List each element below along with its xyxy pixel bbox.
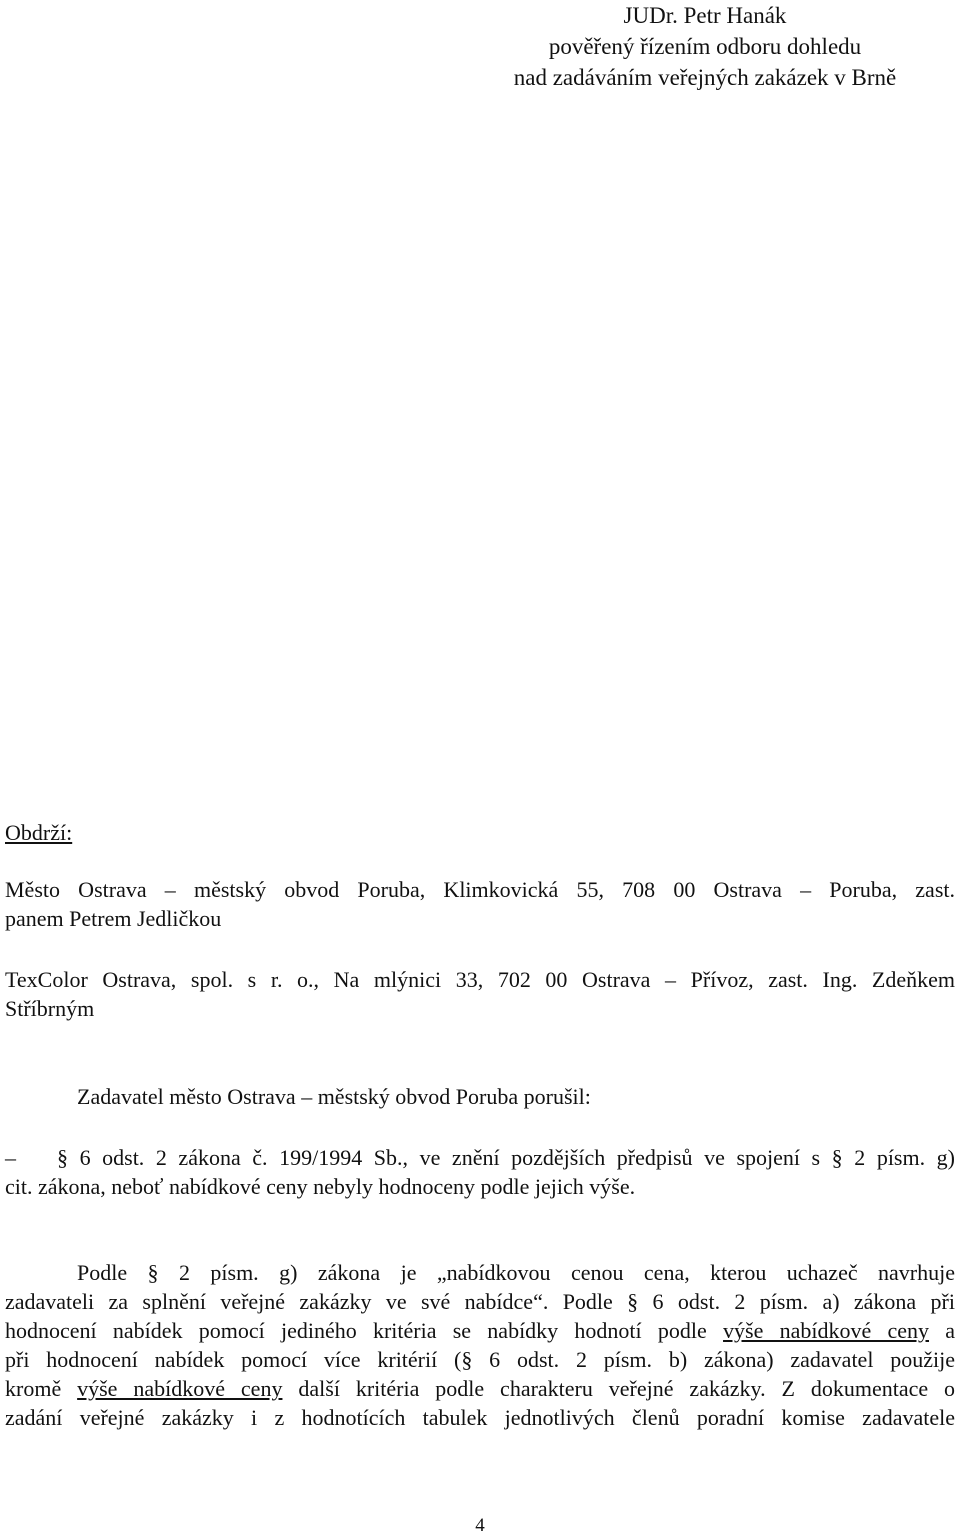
reasoning-line-1 <box>5 1258 955 1287</box>
violation-text-1: § 6 odst. 2 zákona č. 199/1994 Sb., ve znění pozdějších předpisů ve spojení s § 2 písm. g) <box>57 1145 955 1170</box>
signatory-name: JUDr. Petr Hanák <box>623 3 787 28</box>
recipient-item <box>5 965 955 1023</box>
violation-line-1 <box>5 1143 955 1172</box>
reasoning-line-3 <box>5 1316 955 1345</box>
signature-block <box>440 0 960 93</box>
reasoning-line-5 <box>5 1374 955 1403</box>
violation-line-2: cit. zákona, neboť nabídkové ceny nebyly hodnoceny podle jejich výše. <box>5 1174 636 1199</box>
recipient-line: Město Ostrava – městský obvod Poruba, Klimkovická 55, 708 00 Ostrava – Poruba, zast. <box>5 877 955 902</box>
violation-item <box>5 1143 955 1201</box>
recipient-line: Stříbrným <box>5 996 95 1021</box>
recipient-item <box>5 875 955 933</box>
violation-intro: Zadavatel město Ostrava – městský obvod Poruba porušil: <box>77 1084 591 1109</box>
recipient-line: TexColor Ostrava, spol. s r. o., Na mlýnici 33, 702 00 Ostrava – Přívoz, zast. Ing. Zdeňkem <box>5 967 955 992</box>
list-dash: – <box>5 1145 16 1170</box>
reasoning-line-4: při hodnocení nabídek pomocí více kritérií (§ 6 odst. 2 písm. b) zákona) zadavatel použije <box>5 1347 955 1372</box>
reasoning-text-5a: kromě <box>5 1376 62 1401</box>
recipients-heading-text: Obdrží: <box>5 820 73 845</box>
reasoning-text-1: Podle § 2 písm. g) zákona je „nabídkovou cenou cena, kterou uchazeč navrhuje <box>77 1260 955 1285</box>
signatory-role-line-1: pověřený řízením odboru dohledu <box>548 34 862 59</box>
recipient-line: panem Petrem Jedličkou <box>5 906 222 931</box>
reasoning-line-6: zadání veřejné zakázky i z hodnotících tabulek jednotlivých členů poradní komise zadavatele <box>5 1405 955 1430</box>
reasoning-line-2: zadavateli za splnění veřejné zakázky ve své nabídce“. Podle § 6 odst. 2 písm. a) zákona při <box>5 1289 955 1314</box>
reasoning-text-3b: a <box>945 1318 956 1343</box>
signatory-role-line-2: nad zadáváním veřejných zakázek v Brně <box>513 65 897 90</box>
reasoning-text-5b: další kritéria podle charakteru veřejné zakázky. Z dokumentace o <box>298 1376 956 1401</box>
underlined-phrase: výše nabídkové ceny <box>723 1318 930 1343</box>
recipients-heading <box>5 818 955 847</box>
reasoning-text-3a: hodnocení nabídek pomocí jediného kritéria se nabídky hodnotí podle <box>5 1318 707 1343</box>
reasoning-paragraph <box>5 1258 955 1432</box>
page-number: 4 <box>475 1515 485 1536</box>
underlined-phrase: výše nabídkové ceny <box>77 1376 283 1401</box>
